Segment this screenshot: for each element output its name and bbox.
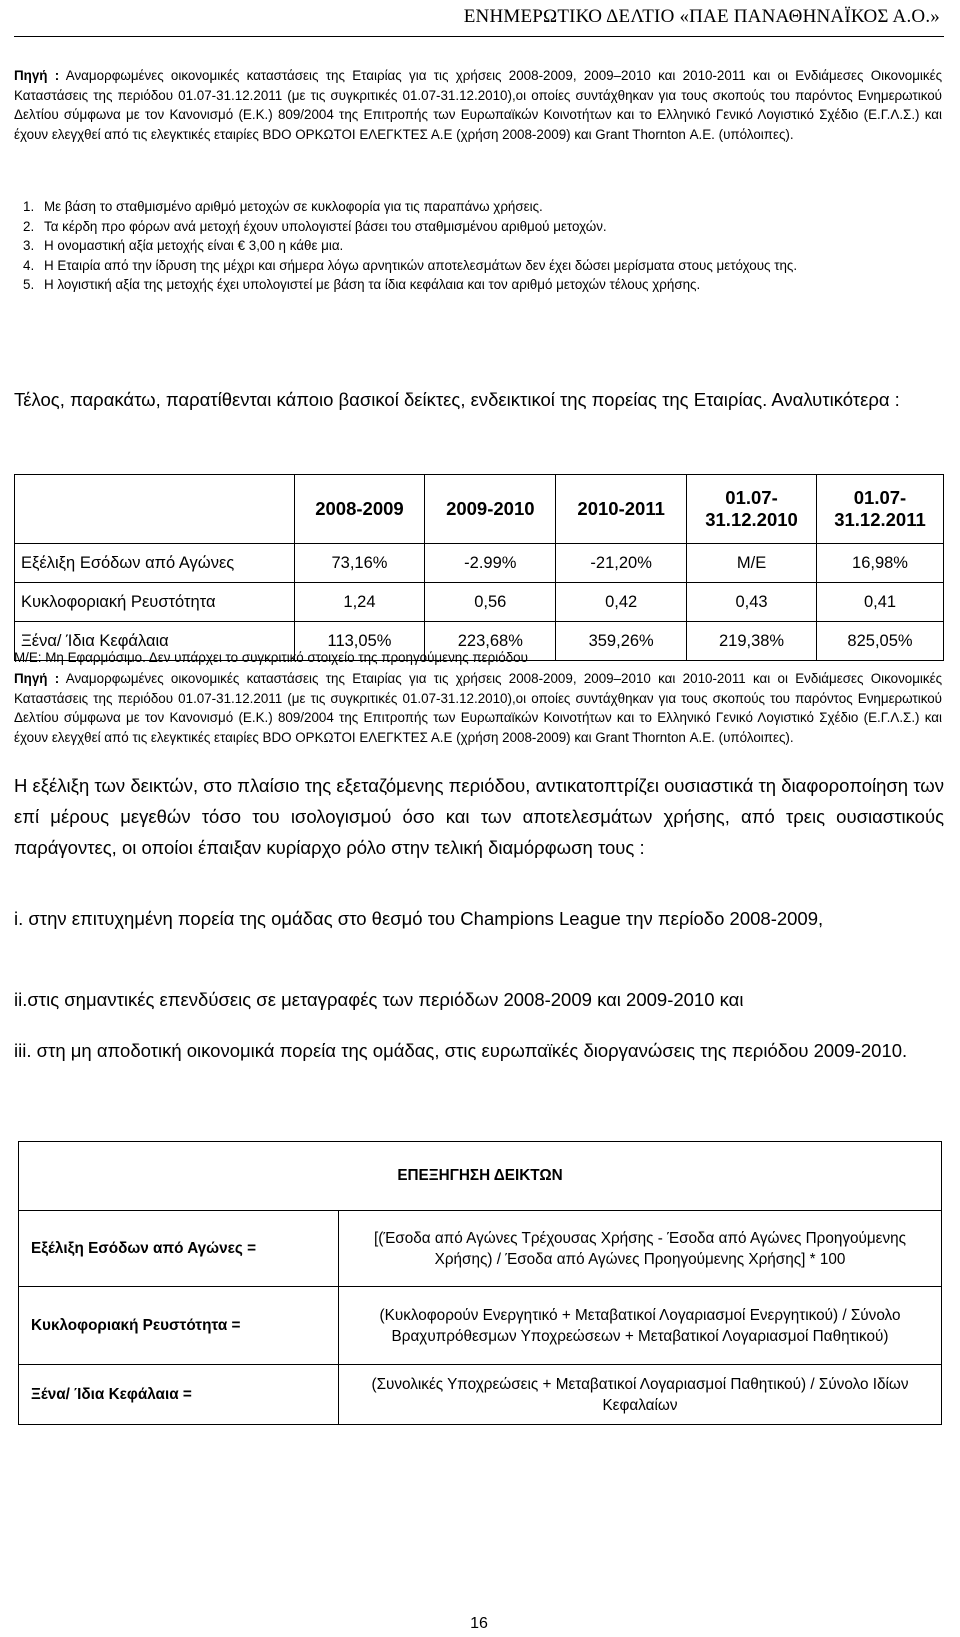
table-cell: 359,26%	[556, 622, 687, 661]
column-header: 2009-2010	[425, 475, 556, 544]
table-cell: -21,20%	[556, 544, 687, 583]
note-text: Η Εταιρία από την ίδρυση της μέχρι και σήμερα λόγω αρνητικών αποτελεσμάτων δεν έχει δώσει μερίσματα στους μετόχους της.	[44, 257, 798, 273]
table-cell: 825,05%	[817, 622, 944, 661]
page-number: 16	[470, 1615, 488, 1632]
explanation-title: ΕΠΕΞΗΓΗΣΗ ΔΕΙΚΤΩΝ	[19, 1142, 942, 1211]
intro-paragraph: Τέλος, παρακάτω, παρατίθενται κάποιο βασικοί δείκτες, ενδεικτικοί της πορείας της Εταιρίας. Αναλυτικότερα :	[14, 389, 900, 410]
table-cell: 223,68%	[425, 622, 556, 661]
column-header: 2010-2011	[556, 475, 687, 544]
column-header	[15, 475, 295, 544]
table-row	[19, 1287, 942, 1365]
row-label: Εξέλιξη Εσόδων από Αγώνες	[15, 544, 295, 583]
note-number: 5.	[23, 277, 35, 292]
table-row	[19, 1365, 942, 1425]
ratios-table	[14, 474, 944, 661]
note-item	[14, 236, 944, 256]
column-header: 01.07-31.12.2010	[687, 475, 817, 544]
table-cell: 1,24	[294, 583, 425, 622]
note-number: 1.	[23, 199, 35, 214]
note-text: Η λογιστική αξία της μετοχής έχει υπολογιστεί με βάση τα ίδια κεφάλαια και τον αριθμό μετοχών τέλους χρήσης.	[44, 277, 701, 292]
analysis-paragraph: Η εξέλιξη των δεικτών, στο πλαίσιο της εξεταζόμενης περιόδου, αντικατοπτρίζει ουσιαστικά τη διαφοροποίηση των επί μέρους μεγεθών τόσο του ισολογισμού όσο και των αποτελεσμάτων χρήσης, από τρεις ουσιαστικούς παράγοντες, οι οποίοι έπαιξαν κυρίαρχο ρόλο στην τελική διαμόρφωση τους :	[14, 775, 944, 858]
ratio-formula: [(Έσοδα από Αγώνες Τρέχουσας Χρήσης - Έσοδα από Αγώνες Προηγούμενης Χρήσης) / Έσοδα από Αγώνες Προηγούμενης Χρήσης] * 100	[339, 1211, 942, 1287]
ratio-name: Κυκλοφοριακή Ρευστότητα =	[19, 1287, 339, 1365]
note-number: 2.	[23, 218, 35, 234]
table-row	[15, 583, 944, 622]
table-cell: 16,98%	[817, 544, 944, 583]
header-rule	[14, 36, 944, 37]
row-label: Ξένα/ Ίδια Κεφάλαια	[15, 622, 295, 661]
explanation-title-row	[19, 1142, 942, 1211]
table-cell: 219,38%	[687, 622, 817, 661]
ratios-header-row	[15, 475, 944, 544]
note-item	[14, 217, 944, 237]
factor-item: iii. στη μη αποδοτική οικονομικά πορεία της ομάδας, στις ευρωπαϊκές διοργανώσεις της περιόδου 2009-2010.	[14, 1040, 908, 1061]
ratio-formula: (Συνολικές Υποχρεώσεις + Μεταβατικοί Λογαριασμοί Παθητικού) / Σύνολο Ιδίων Κεφαλαίων	[339, 1365, 942, 1425]
document-page	[14, 0, 944, 1637]
source-note-top	[14, 66, 942, 144]
table-cell: -2.99%	[425, 544, 556, 583]
ratio-formula: (Κυκλοφορούν Ενεργητικό + Μεταβατικοί Λογαριασμοί Ενεργητικού) / Σύνολο Βραχυπρόθεσμων Υποχρεώσεων + Μεταβατικοί Λογαριασμοί Παθητικού)	[339, 1287, 942, 1365]
factor-item: ii.στις σημαντικές επενδύσεις σε μεταγραφές των περιόδων 2008-2009 και 2009-2010 και	[14, 989, 744, 1010]
source-label: Πηγή :	[14, 671, 60, 686]
factor-item: i. στην επιτυχημένη πορεία της ομάδας στο θεσμό του Champions League την περίοδο 2008-2009,	[14, 908, 824, 929]
ratios-explanation-table	[18, 1141, 942, 1425]
note-item	[14, 275, 944, 295]
source-label: Πηγή :	[14, 68, 60, 83]
row-label: Κυκλοφοριακή Ρευστότητα	[15, 583, 295, 622]
note-text: Με βάση το σταθμισμένο αριθμό μετοχών σε κυκλοφορία για τις παραπάνω χρήσεις.	[44, 199, 543, 214]
document-header: ΕΝΗΜΕΡΩΤΙΚΟ ΔΕΛΤΙΟ «ΠΑΕ ΠΑΝΑΘΗΝΑΪΚΟΣ Α.Ο.»	[463, 6, 940, 27]
ratio-name: Ξένα/ Ίδια Κεφάλαια =	[19, 1365, 339, 1425]
table-cell: 0,43	[687, 583, 817, 622]
table-row	[19, 1211, 942, 1287]
ratio-name: Εξέλιξη Εσόδων από Αγώνες =	[19, 1211, 339, 1287]
note-number: 3.	[23, 238, 35, 253]
table-cell: 0,56	[425, 583, 556, 622]
column-header: 2008-2009	[294, 475, 425, 544]
source-text: Αναμορφωμένες οικονομικές καταστάσεις της Εταιρίας για τις χρήσεις 2008-2009, 2009–2010 και 2010-2011 και οι Ενδιάμεσες Οικονομικές Καταστάσεις της περιόδου 01.07-31.12.2011 (με τις συγκριτικές 01.07-31.12.2010),οι οποίες συντάχθηκαν για τους σκοπούς του παρόντος Ενημερωτικού Δελτίου σύμφωνα με τον Κανονισμό (Ε.Κ.) 809/2004 της Επιτροπής των Ευρωπαϊκών Κοινοτήτων και το Ελληνικό Γενικό Λογιστικό Σχέδιο (Ε.Γ.Λ.Σ.) και έχουν ελεγχθεί από τις ελεγκτικές εταιρίες BDO ΟΡΚΩΤΟΙ ΕΛΕΓΚΤΕΣ Α.Ε (χρήση 2008-2009) και Grant Thornton Α.Ε. (υπόλοιπες).	[14, 68, 943, 142]
note-item	[14, 197, 944, 217]
table-cell: 0,42	[556, 583, 687, 622]
table-cell: 73,16%	[294, 544, 425, 583]
table-row	[15, 544, 944, 583]
note-number: 4.	[23, 257, 35, 273]
table-cell: 0,41	[817, 583, 944, 622]
source-note-bottom	[14, 669, 942, 747]
not-applicable-note: Μ/Ε: Μη Εφαρμόσιμο. Δεν υπάρχει το συγκριτικό στοιχείο της προηγούμενης περιόδου	[14, 650, 528, 665]
note-item	[14, 256, 944, 276]
note-text: Τα κέρδη προ φόρων ανά μετοχή έχουν υπολογιστεί βάσει του σταθμισμένου αριθμού μετοχών.	[44, 218, 607, 234]
table-cell: Μ/Ε	[687, 544, 817, 583]
notes-list	[14, 197, 944, 295]
source-text: Αναμορφωμένες οικονομικές καταστάσεις της Εταιρίας για τις χρήσεις 2008-2009, 2009–2010 και 2010-2011 και οι Ενδιάμεσες Οικονομικές Καταστάσεις της περιόδου 01.07-31.12.2011 (με τις συγκριτικές 01.07-31.12.2010),οι οποίες συντάχθηκαν για τους σκοπούς του παρόντος Ενημερωτικού Δελτίου σύμφωνα με τον Κανονισμό (Ε.Κ.) 809/2004 της Επιτροπής των Ευρωπαϊκών Κοινοτήτων και το Ελληνικό Γενικό Λογιστικό Σχέδιο (Ε.Γ.Λ.Σ.) και έχουν ελεγχθεί από τις ελεγκτικές εταιρίες BDO ΟΡΚΩΤΟΙ ΕΛΕΓΚΤΕΣ Α.Ε (χρήση 2008-2009) και Grant Thornton Α.Ε. (υπόλοιπες).	[14, 671, 943, 745]
column-header: 01.07-31.12.2011	[817, 475, 944, 544]
note-text: Η ονομαστική αξία μετοχής είναι € 3,00 η κάθε μια.	[44, 238, 344, 253]
table-cell: 113,05%	[294, 622, 425, 661]
